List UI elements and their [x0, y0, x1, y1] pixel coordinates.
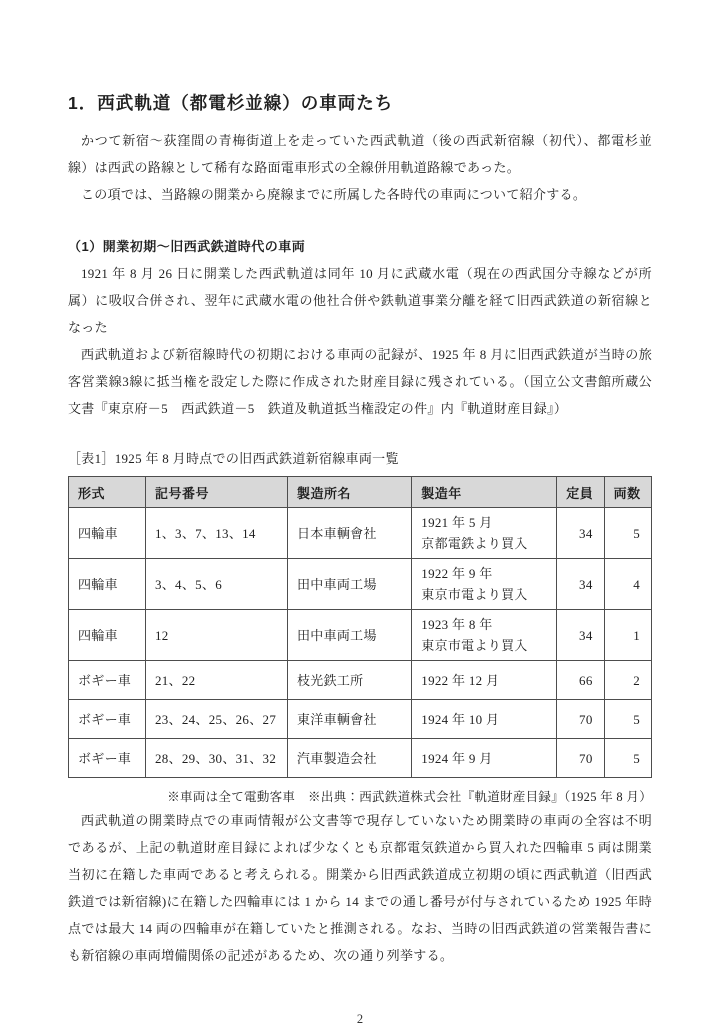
cell-year: 1922 年 12 月 [412, 661, 557, 700]
cell-year-line1: 1921 年 5 月 [421, 515, 493, 531]
table-row [69, 508, 652, 559]
cell-type: 四輪車 [69, 610, 146, 661]
cell-capacity: 34 [557, 559, 604, 610]
intro-paragraph-2: この項では、当路線の開業から廃線までに所属した各時代の車両について紹介する。 [81, 187, 587, 203]
cell-year-line2: 京都電鉄より買入 [421, 536, 528, 552]
cell-numbers: 3、4、5、6 [145, 559, 287, 610]
cell-count: 1 [604, 610, 651, 661]
table-header-count: 両数 [604, 477, 651, 508]
cell-numbers: 12 [145, 610, 287, 661]
cell-year [412, 559, 557, 610]
table-header-numbers: 記号番号 [145, 477, 287, 508]
cell-year [412, 508, 557, 559]
table-header-year: 製造年 [412, 477, 557, 508]
table-row [69, 610, 652, 661]
vehicle-table [68, 476, 652, 778]
table-header-maker: 製造所名 [287, 477, 411, 508]
table-row [69, 739, 652, 778]
table-header-row [69, 477, 652, 508]
section-paragraph-1: 1921 年 8 月 26 日に開業した西武軌道は同年 10 月に武蔵水電（現在の西武国分寺線などが所属）に吸収合併され、翌年に武蔵水電の他社合併や鉄軌道事業分離を経て旧西武鉄道の新宿線となった [68, 266, 652, 336]
cell-count: 5 [604, 508, 651, 559]
cell-type: ボギー車 [69, 661, 146, 700]
document-page [68, 12, 652, 1028]
section-heading: （1）開業初期～旧西武鉄道時代の車両 [68, 239, 306, 255]
cell-type: ボギー車 [69, 739, 146, 778]
cell-capacity: 70 [557, 700, 604, 739]
table-caption: ［表1］1925 年 8 月時点での旧西武鉄道新宿線車両一覧 [68, 451, 399, 467]
document-title: 1．西武軌道（都電杉並線）の車両たち [68, 92, 394, 113]
cell-numbers: 28、29、30、31、32 [145, 739, 287, 778]
cell-type: 四輪車 [69, 508, 146, 559]
cell-count: 5 [604, 739, 651, 778]
cell-numbers: 23、24、25、26、27 [145, 700, 287, 739]
cell-year: 1924 年 10 月 [412, 700, 557, 739]
table-header-type: 形式 [69, 477, 146, 508]
cell-capacity: 34 [557, 508, 604, 559]
table-row [69, 661, 652, 700]
section-paragraph-2: 西武軌道および新宿線時代の初期における車両の記録が、1925 年 8 月に旧西武鉄道が当時の旅客営業線3線に抵当権を設定した際に作成された財産目録に残されている。（国立公文書館所蔵公文書『東京府－5 西武鉄道－5 鉄道及軌道抵当権設定の件』内『軌道財産目録』） [68, 347, 652, 417]
table-note: ※車両は全て電動客車 ※出典：西武鉄道株式会社『軌道財産目録』（1925 年 8 月） [167, 790, 652, 805]
cell-count: 5 [604, 700, 651, 739]
cell-numbers: 1、3、7、13、14 [145, 508, 287, 559]
cell-year: 1924 年 9 月 [412, 739, 557, 778]
intro-paragraph-1: かつて新宿～荻窪間の青梅街道上を走っていた西武軌道（後の西武新宿線（初代）、都電杉並線）は西武の路線として稀有な路面電車形式の全線併用軌道路線であった。 [68, 133, 652, 176]
cell-type: 四輪車 [69, 559, 146, 610]
cell-count: 4 [604, 559, 651, 610]
cell-maker: 汽車製造会社 [287, 739, 411, 778]
cell-capacity: 34 [557, 610, 604, 661]
cell-maker: 日本車輌會社 [287, 508, 411, 559]
page-number: 2 [356, 1012, 364, 1027]
cell-year-line1: 1922 年 9 年 [421, 566, 493, 582]
cell-type: ボギー車 [69, 700, 146, 739]
table-header-capacity: 定員 [557, 477, 604, 508]
table-row [69, 700, 652, 739]
cell-year-line1: 1923 年 8 年 [421, 617, 493, 633]
cell-year-line2: 東京市電より買入 [421, 587, 528, 603]
cell-year [412, 610, 557, 661]
cell-maker: 田中車両工場 [287, 559, 411, 610]
cell-count: 2 [604, 661, 651, 700]
cell-year-line2: 東京市電より買入 [421, 638, 528, 654]
closing-paragraph: 西武軌道の開業時点での車両情報が公文書等で現存していないため開業時の車両の全容は不明であるが、上記の軌道財産目録によれば少なくとも京都電気鉄道から買入れた四輪車 5 両は開業当初に在籍した車両であると考えられる。開業から旧西武鉄道成立初期の頃に西武軌道（旧西武鉄道では新宿線)に在籍した四輪車には 1 から 14 までの通し番号が付与されているため 1925 年時点では最大 14 両の四輪車が在籍していたと推測される。なお、当時の旧西武鉄道の営業報告書にも新宿線の車両増備関係の記述があるため、次の通り列挙する。 [68, 813, 652, 964]
table-row [69, 559, 652, 610]
cell-maker: 東洋車輌會社 [287, 700, 411, 739]
cell-capacity: 66 [557, 661, 604, 700]
cell-maker: 田中車両工場 [287, 610, 411, 661]
cell-capacity: 70 [557, 739, 604, 778]
cell-numbers: 21、22 [145, 661, 287, 700]
cell-maker: 枝光鉄工所 [287, 661, 411, 700]
